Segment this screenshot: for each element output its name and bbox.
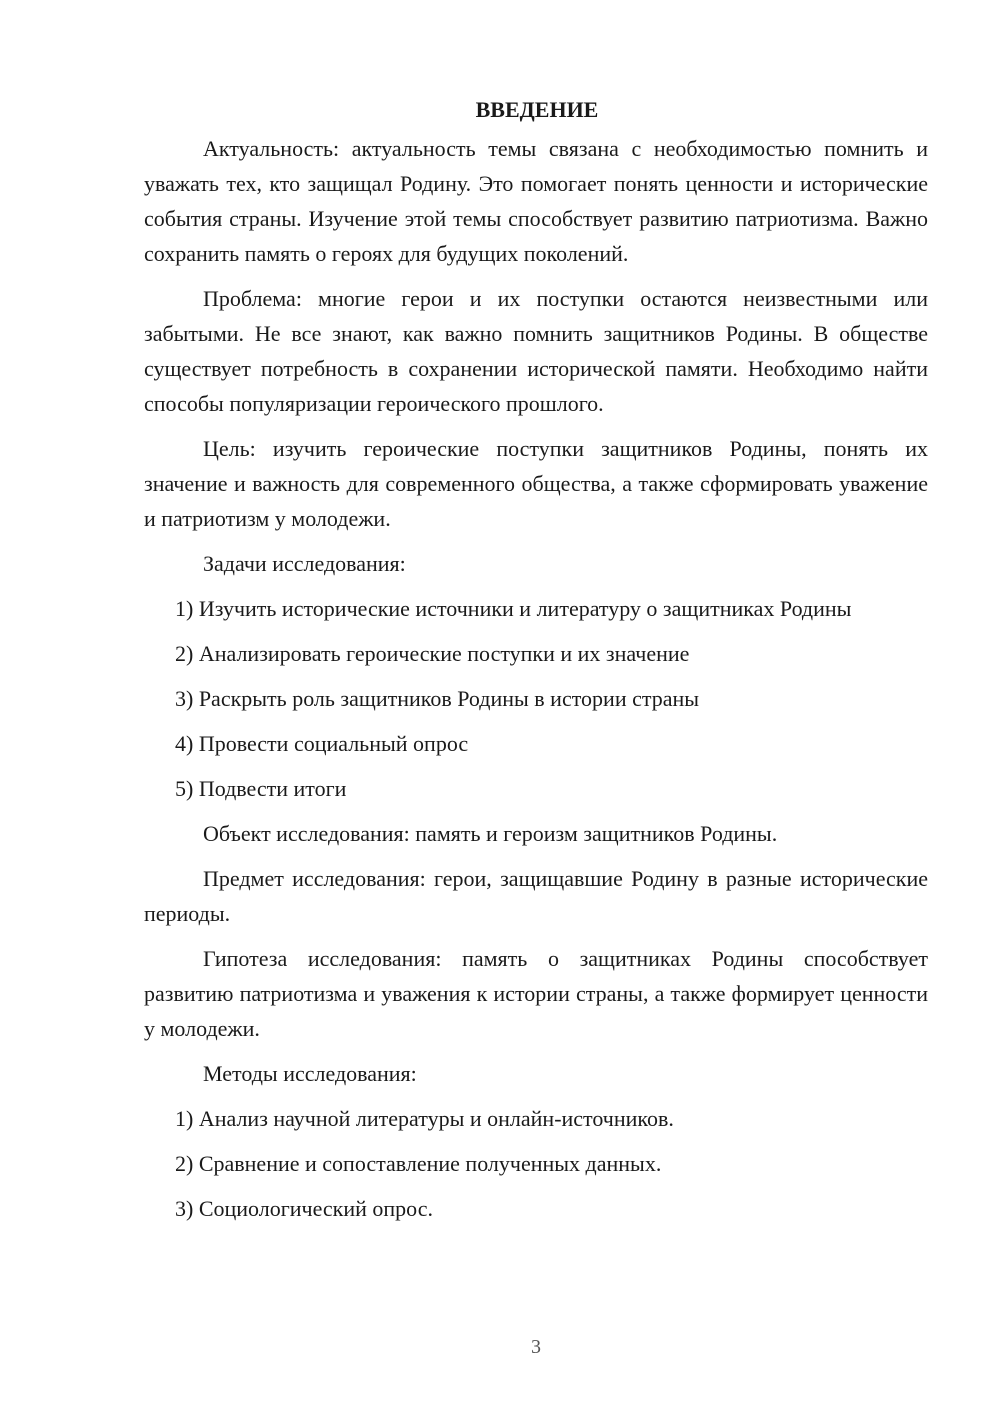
method-item: 1) Анализ научной литературы и онлайн-источников. <box>175 1106 674 1131</box>
problem-paragraph: Проблема: многие герои и их поступки остаются неизвестными или забытыми. Не все знают, как важно помнить защитников Родины. В обществе существует потребность в сохранении исторической памяти. Необходимо найти способы популяризации героического прошлого. <box>144 286 928 416</box>
page-number: 3 <box>531 1336 541 1358</box>
document-page <box>144 92 928 1236</box>
methods-heading: Методы исследования: <box>203 1061 417 1086</box>
task-item: 5) Подвести итоги <box>175 776 347 801</box>
task-item: 2) Анализировать героические поступки и их значение <box>175 641 690 666</box>
object-paragraph: Объект исследования: память и героизм защитников Родины. <box>203 821 778 846</box>
section-title: ВВЕДЕНИЕ <box>475 97 599 122</box>
task-item: 1) Изучить исторические источники и литературу о защитниках Родины <box>175 596 852 621</box>
hypothesis-paragraph: Гипотеза исследования: память о защитниках Родины способствует развитию патриотизма и уважения к истории страны, а также формирует ценности у молодежи. <box>144 946 928 1041</box>
task-item: 4) Провести социальный опрос <box>175 731 469 756</box>
relevance-paragraph: Актуальность: актуальность темы связана с необходимостью помнить и уважать тех, кто защищал Родину. Это помогает понять ценности и исторические события страны. Изучение этой темы способствует развитию патриотизма. Важно сохранить память о героях для будущих поколений. <box>144 136 928 266</box>
method-item: 2) Сравнение и сопоставление полученных данных. <box>175 1151 662 1176</box>
tasks-heading: Задачи исследования: <box>203 551 406 576</box>
subject-paragraph: Предмет исследования: герои, защищавшие Родину в разные исторические периоды. <box>144 866 928 926</box>
method-item: 3) Социологический опрос. <box>175 1196 433 1221</box>
task-item: 3) Раскрыть роль защитников Родины в истории страны <box>175 686 700 711</box>
goal-paragraph: Цель: изучить героические поступки защитников Родины, понять их значение и важность для современного общества, а также сформировать уважение и патриотизм у молодежи. <box>144 436 928 531</box>
